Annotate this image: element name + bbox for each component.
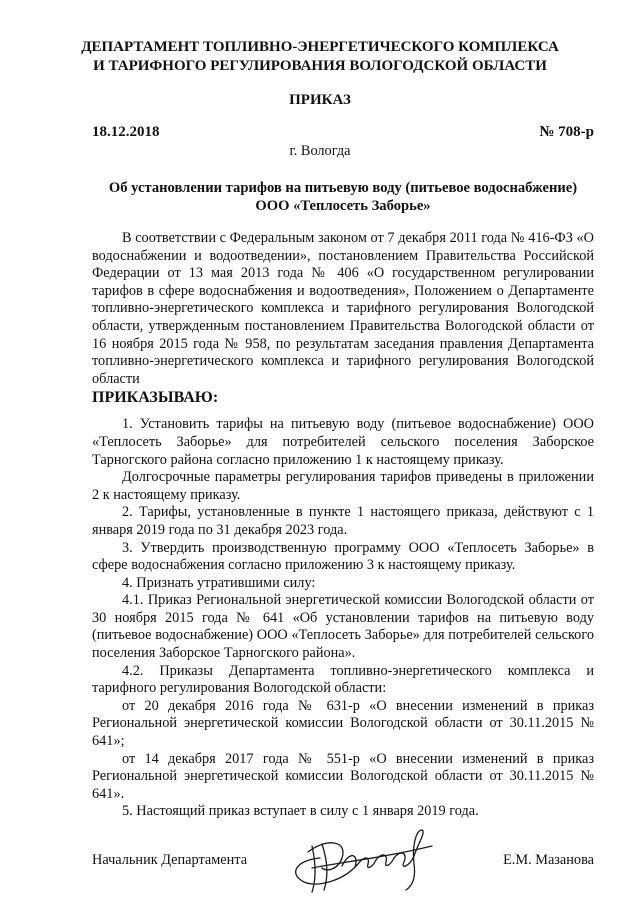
document-body [92, 230, 594, 821]
item-1-tariffs: 1. Установить тарифы на питьевую воду (питьевое водоснабжение) ООО «Теплосеть Заборье» для потребителей сельского поселения Заборское Тарногского района согласно приложению 1 к настоящему приказу. [92, 416, 594, 468]
organization-name-line-2: И ТАРИФНОГО РЕГУЛИРОВАНИЯ ВОЛОГОДСКОЙ ОБЛАСТИ [93, 58, 547, 74]
document-date: 18.12.2018 [92, 124, 160, 140]
document-title [92, 179, 594, 215]
order-word: ПРИКАЗЫВАЮ: [92, 389, 219, 407]
signatory-name: Е.М. Мазанова [503, 852, 594, 868]
item-4-2-order-551: от 14 декабря 2017 года № 551-р «О внесении изменений в приказ Региональной энергетической комиссии Вологодской области от 30.11.2015 № 641». [92, 750, 594, 802]
item-4-2-order-631: от 20 декабря 2016 года № 631-р «О внесении изменений в приказ Региональной энергетической комиссии Вологодской области от 30.11.2015 № 641»; [92, 697, 594, 750]
item-5-effective-date: 5. Настоящий приказ вступает в силу с 1 января 2019 года. [122, 803, 479, 820]
organization-header [60, 38, 580, 76]
document-title-line-1: Об установлении тарифов на питьевую воду (питьевое водоснабжение) [108, 180, 578, 196]
document-title-line-2: ООО «Теплосеть Заборье» [255, 198, 431, 214]
item-4-2-repealed-orders: 4.2. Приказы Департамента топливно-энергетического комплекса и тарифного регулирования Вологодской области: [92, 662, 594, 697]
item-4-repeal: 4. Признать утратившими силу: [122, 574, 316, 591]
item-4-1-repealed-order: 4.1. Приказ Региональной энергетической комиссии Вологодской области от 30 ноября 2015 года № 641 «Об установлении тарифов на питьевую воду (питьевое водоснабжение) ООО «Теплосеть Заборье» для потребителей сельского поселения Заборское Тарногского района». [92, 592, 594, 662]
document-number: № 708-р [539, 124, 594, 140]
document-type: ПРИКАЗ [289, 92, 351, 108]
item-1-long-term-parameters: Долгосрочные параметры регулирования тарифов приведены в приложении 2 к настоящему приказу. [92, 469, 594, 503]
item-3-production-program: 3. Утвердить производственную программу ООО «Теплосеть Заборье» в сфере водоснабжения согласно приложению 3 к настоящему приказу. [92, 539, 594, 574]
item-2-validity-period: 2. Тарифы, установленные в пункте 1 настоящего приказа, действуют с 1 января 2019 года по 31 декабря 2023 года. [92, 504, 594, 538]
preamble-paragraph: В соответствии с Федеральным законом от 7 декабря 2011 года № 416-ФЗ «О водоснабжении и водоотведении», постановлением Правительства Российской Федерации от 13 мая 2013 года № 406 «О государственном регулировании тарифов в сфере водоснабжения и водоотведения», Положением о Департаменте топливно-энергетического комплекса и тарифного регулирования Вологодской области, утвержденным постановлением Правительства Вологодской области от 16 ноября 2015 года № 958, по результатам заседания правления Департамента топливно-энергетического комплекса и тарифного регулирования Вологодской области [92, 230, 594, 387]
document-city: г. Вологда [289, 143, 351, 159]
signatory-position: Начальник Департамента [92, 852, 248, 868]
organization-name-line-1: ДЕПАРТАМЕНТ ТОПЛИВНО-ЭНЕРГЕТИЧЕСКОГО КОМПЛЕКСА [81, 39, 559, 55]
handwritten-signature [282, 818, 452, 896]
